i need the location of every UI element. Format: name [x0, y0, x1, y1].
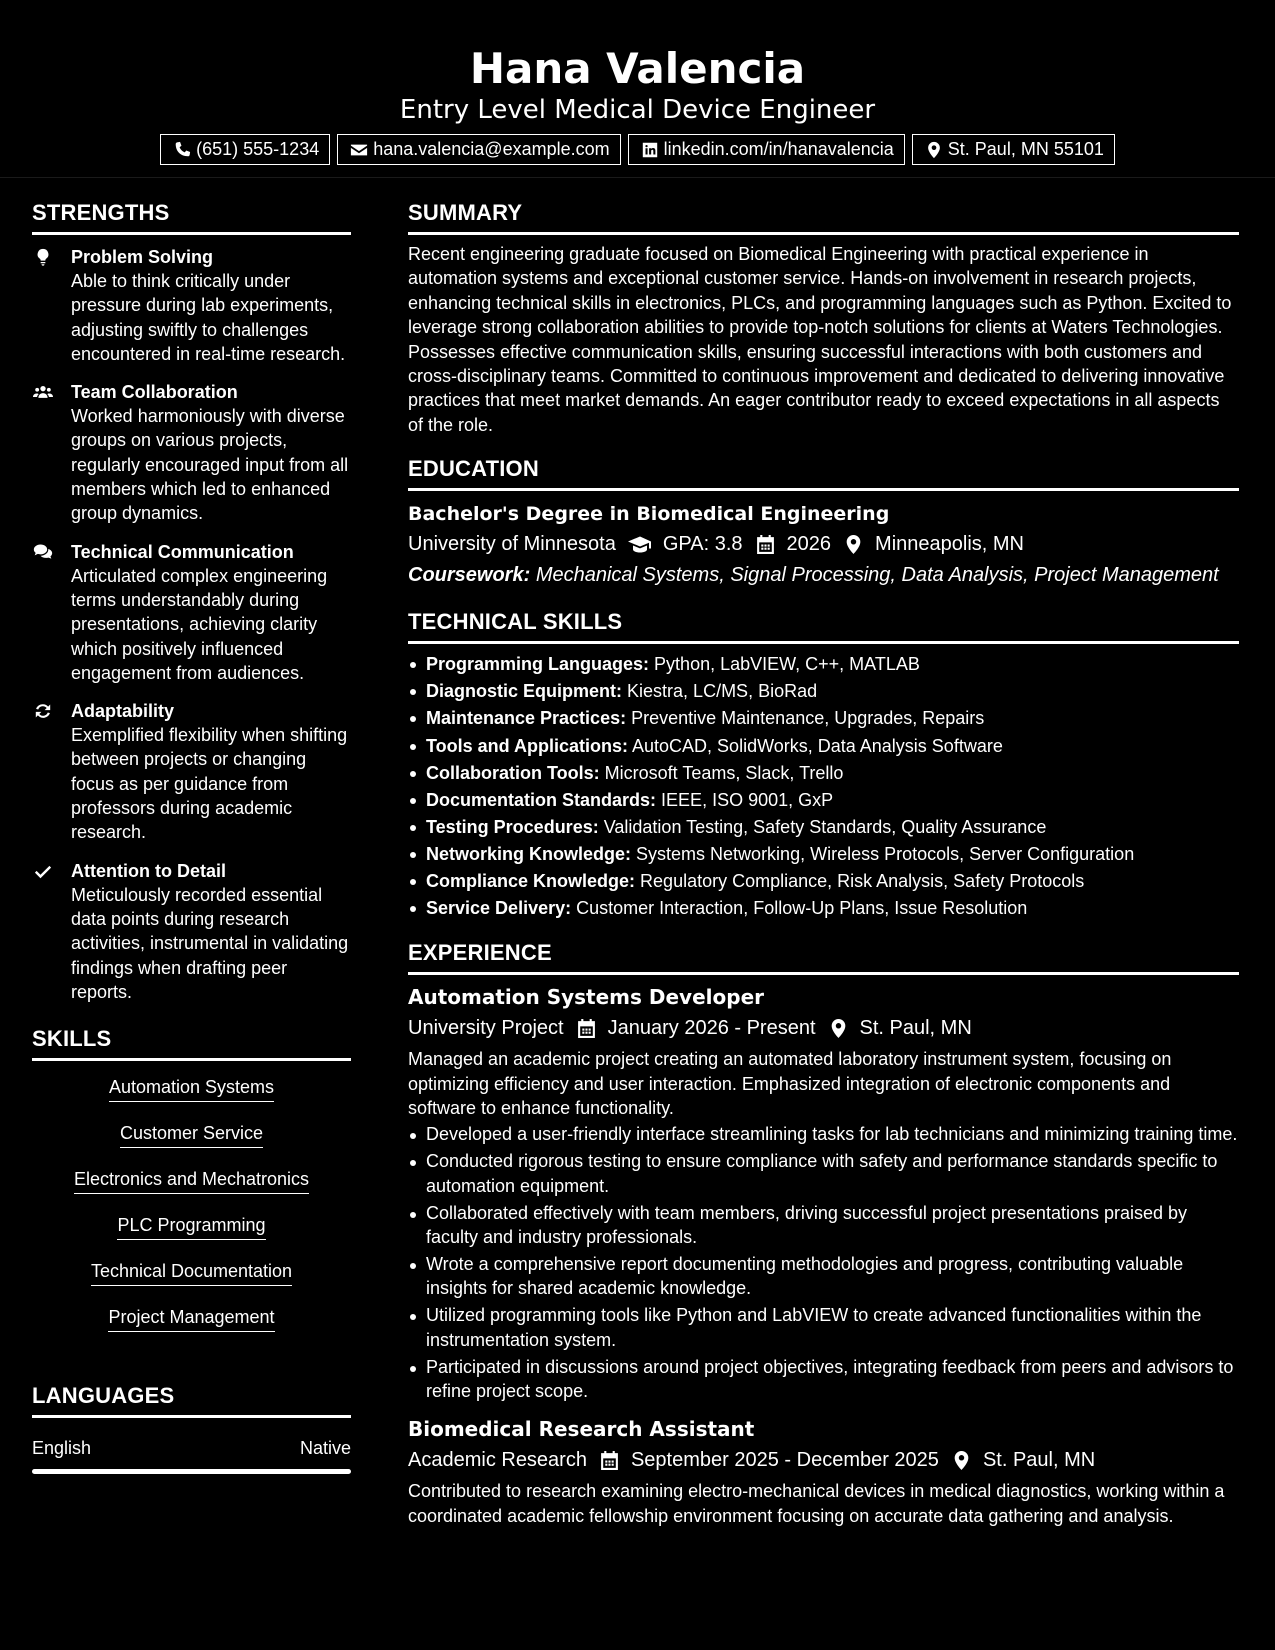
- skill-value: Systems Networking, Wireless Protocols, Server Configuration: [636, 843, 1135, 864]
- skill-value: Kiestra, LC/MS, BioRad: [627, 681, 818, 702]
- strength-title: Adaptability: [71, 701, 175, 722]
- list-item: Utilized programming tools like Python and LabVIEW to create advanced functionalities within the instrumentation system.: [408, 1303, 1239, 1352]
- section-title-experience: EXPERIENCE: [408, 936, 1239, 975]
- summary-text: Recent engineering graduate focused on Biomedical Engineering with practical experience in automation systems and exceptional customer service. Hands-on involvement in research projects, enhancing technical skills in electronics, PLCs, and programming languages such as Python. Excited to leverage strong collaboration abilities to provide top-notch solutions for clients at Waters Technologies. Possesses effective communication skills, ensuring successful interactions with both customers and cross-disciplinary teams. Committed to continuous improvement and dedicated to delivering innovative practices that meet market demands. An eager contributor ready to exceed expectations in all aspects of the role.: [408, 244, 1232, 435]
- job-entry: [408, 1414, 1239, 1528]
- skill-label: Maintenance Practices:: [426, 708, 627, 729]
- list-item: [408, 814, 1239, 841]
- comments-icon: [32, 542, 54, 562]
- technical-skills-list: [408, 651, 1239, 922]
- section-title-education: EDUCATION: [408, 452, 1239, 491]
- school-name: University of Minnesota: [408, 533, 616, 556]
- contact-bar: [0, 134, 1275, 165]
- technical-skills-section: [408, 605, 1239, 922]
- phone-icon: [173, 141, 191, 159]
- section-title-languages: LANGUAGES: [32, 1379, 351, 1418]
- skill-value: AutoCAD, SolidWorks, Data Analysis Software: [632, 735, 1003, 756]
- skill-label: Networking Knowledge:: [426, 843, 632, 864]
- skill-tag: Project Management: [108, 1305, 274, 1332]
- job-org: Academic Research: [408, 1449, 587, 1472]
- strength-title: Team Collaboration: [71, 382, 238, 403]
- envelope-icon: [350, 141, 368, 159]
- map-marker-icon: [925, 141, 943, 159]
- strength-item: [32, 380, 351, 525]
- gpa-text: GPA: 3.8: [662, 533, 743, 556]
- skill-value: Python, LabVIEW, C++, MATLAB: [654, 654, 920, 675]
- skill-value: Customer Interaction, Follow-Up Plans, Issue Resolution: [576, 898, 1028, 919]
- list-item: [408, 868, 1239, 895]
- job-dates: September 2025 - December 2025: [630, 1449, 939, 1472]
- summary-section: [408, 196, 1239, 437]
- section-title-skills: SKILLS: [32, 1022, 351, 1061]
- strength-desc: Articulated complex engineering terms understandably during presentations, achieving clarity which positively influenced engagement from audiences.: [71, 565, 328, 683]
- experience-section: [408, 936, 1239, 1528]
- skill-label: Collaboration Tools:: [426, 762, 600, 783]
- skill-label: Documentation Standards:: [426, 789, 657, 810]
- job-description: Managed an academic project creating an automated laboratory instrument system, focusing on optimizing efficiency and user interaction. Emphasized integration of electronic components and software to enhance functionality.: [408, 1049, 1172, 1118]
- location-text: St. Paul, MN 55101: [947, 139, 1104, 159]
- contact-location: [912, 134, 1115, 165]
- check-icon: [32, 861, 54, 881]
- linkedin-icon: [641, 141, 659, 159]
- language-level: Native: [299, 1438, 351, 1459]
- skill-value: Preventive Maintenance, Upgrades, Repairs: [631, 708, 985, 729]
- skill-value: IEEE, ISO 9001, GxP: [661, 789, 834, 810]
- list-item: [408, 678, 1239, 705]
- job-title: Automation Systems Developer: [408, 985, 764, 1010]
- job-meta: [408, 1445, 1239, 1475]
- skill-label: Tools and Applications:: [426, 735, 628, 756]
- skill-tag: Customer Service: [120, 1121, 263, 1148]
- right-column: [408, 196, 1239, 1528]
- strength-desc: Worked harmoniously with diverse groups on various projects, regularly encouraged input from all members which led to enhanced group dynamics.: [71, 406, 349, 524]
- lightbulb-icon: [32, 247, 54, 267]
- map-marker-icon: [951, 1450, 972, 1471]
- skill-value: Regulatory Compliance, Risk Analysis, Safety Protocols: [640, 871, 1085, 891]
- job-title: Biomedical Research Assistant: [408, 1417, 755, 1442]
- skill-value: Microsoft Teams, Slack, Trello: [604, 762, 844, 783]
- list-item: Participated in discussions around project objectives, integrating feedback from peers and advisors to refine project scope.: [408, 1355, 1239, 1404]
- section-title-summary: SUMMARY: [408, 196, 1239, 235]
- skill-label: Compliance Knowledge:: [426, 871, 636, 891]
- job-dates: January 2026 - Present: [607, 1017, 816, 1040]
- candidate-role: Entry Level Medical Device Engineer: [399, 95, 876, 125]
- skill-label: Testing Procedures:: [426, 816, 599, 837]
- list-item: Conducted rigorous testing to ensure compliance with safety and performance standards specific to automation equipment.: [408, 1149, 1239, 1198]
- candidate-name: Hana Valencia: [469, 44, 806, 93]
- job-entry: [408, 982, 1239, 1403]
- contact-phone[interactable]: [160, 134, 330, 165]
- skill-tag: Electronics and Mechatronics: [74, 1167, 309, 1194]
- skill-tag: Technical Documentation: [91, 1259, 292, 1286]
- list-item: [408, 651, 1239, 678]
- language-row: [32, 1436, 351, 1460]
- job-org: University Project: [408, 1017, 564, 1040]
- strength-desc: Able to think critically under pressure during lab experiments, adjusting swiftly to challenges encountered in real-time research.: [71, 271, 346, 364]
- section-title-technical-skills: TECHNICAL SKILLS: [408, 605, 1239, 644]
- language-proficiency-bar: [32, 1469, 351, 1474]
- degree-title: Bachelor's Degree in Biomedical Engineering: [408, 503, 890, 526]
- map-marker-icon: [828, 1018, 849, 1039]
- strength-item: [32, 699, 351, 844]
- education-meta: [408, 529, 1239, 559]
- skill-tag: Automation Systems: [109, 1075, 274, 1102]
- list-item: Wrote a comprehensive report documenting methodologies and progress, contributing valuable insights for shared academic knowledge.: [408, 1252, 1239, 1301]
- coursework-line: [408, 560, 1239, 590]
- list-item: Collaborated effectively with team members, driving successful project presentations praised by faculty and industry professionals.: [408, 1201, 1239, 1250]
- school-location: Minneapolis, MN: [875, 533, 1024, 556]
- skill-label: Diagnostic Equipment:: [426, 681, 623, 702]
- coursework-text: Mechanical Systems, Signal Processing, Data Analysis, Project Management: [535, 564, 1219, 587]
- list-item: [408, 787, 1239, 814]
- job-bullets: [408, 1122, 1239, 1403]
- skill-tag: PLC Programming: [117, 1213, 265, 1240]
- calendar-icon: [755, 534, 776, 555]
- strength-desc: Meticulously recorded essential data points during research activities, instrumental in validating findings when drafting peer reports.: [71, 884, 349, 1002]
- contact-linkedin[interactable]: [628, 134, 905, 165]
- strength-title: Attention to Detail: [71, 860, 226, 881]
- job-meta: [408, 1013, 1239, 1043]
- languages-section: [32, 1379, 351, 1474]
- left-column: [32, 196, 351, 1474]
- list-item: [408, 705, 1239, 732]
- language-name: English: [32, 1438, 92, 1459]
- strength-desc: Exemplified flexibility when shifting between projects or changing focus as per guidance from professors during academic research.: [71, 725, 348, 843]
- linkedin-text: linkedin.com/in/hanavalencia: [663, 139, 894, 159]
- email-text: hana.valencia@example.com: [373, 139, 610, 159]
- graduation-year: 2026: [786, 533, 832, 556]
- strength-item: [32, 859, 351, 1004]
- strengths-section: [32, 196, 351, 1004]
- skill-label: Service Delivery:: [426, 898, 572, 919]
- strength-title: Problem Solving: [71, 247, 214, 267]
- skills-section: [32, 1022, 351, 1351]
- strength-item: [32, 245, 351, 366]
- job-description: Contributed to research examining electro-mechanical devices in medical diagnostics, working within a coordinated academic fellowship environment focusing on accurate data gathering and analysis.: [408, 1481, 1225, 1526]
- list-item: [408, 895, 1239, 922]
- list-item: [408, 841, 1239, 868]
- graduation-cap-icon: [628, 534, 652, 555]
- education-section: [408, 452, 1239, 590]
- skill-label: Programming Languages:: [426, 654, 650, 675]
- map-marker-icon: [843, 534, 864, 555]
- phone-text: (651) 555-1234: [196, 139, 320, 159]
- strength-title: Technical Communication: [71, 541, 294, 562]
- skill-value: Validation Testing, Safety Standards, Quality Assurance: [603, 816, 1047, 837]
- calendar-icon: [576, 1018, 597, 1039]
- list-item: [408, 760, 1239, 787]
- contact-email[interactable]: [337, 134, 620, 165]
- job-location: St. Paul, MN: [859, 1017, 972, 1040]
- coursework-label: Coursework:: [408, 564, 531, 587]
- calendar-icon: [599, 1450, 620, 1471]
- strength-item: [32, 540, 351, 685]
- resume-header: [0, 0, 1275, 178]
- users-icon: [32, 382, 54, 402]
- job-location: St. Paul, MN: [982, 1449, 1096, 1472]
- list-item: Developed a user-friendly interface streamlining tasks for lab technicians and minimizing training time.: [408, 1122, 1239, 1146]
- list-item: [408, 733, 1239, 760]
- section-title-strengths: STRENGTHS: [32, 196, 351, 235]
- sync-icon: [32, 701, 54, 721]
